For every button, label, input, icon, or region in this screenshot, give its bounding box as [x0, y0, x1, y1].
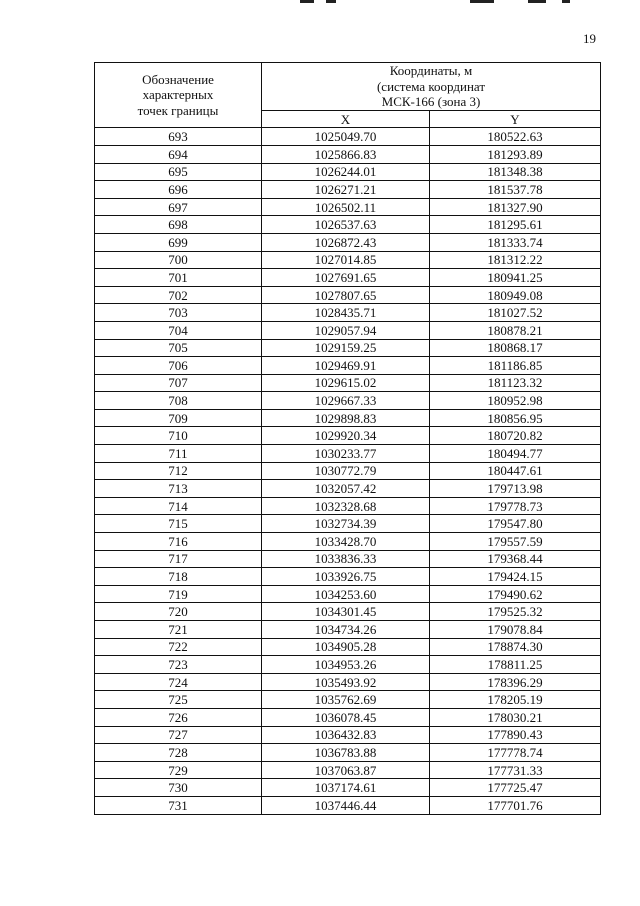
point-number-cell: 707 — [95, 374, 262, 392]
point-number-cell: 726 — [95, 708, 262, 726]
y-coordinate-cell: 181027.52 — [430, 304, 601, 322]
table-row — [95, 198, 601, 216]
x-coordinate-cell: 1036078.45 — [262, 708, 430, 726]
point-number-cell: 696 — [95, 181, 262, 199]
y-coordinate-cell: 181348.38 — [430, 163, 601, 181]
table-row — [95, 691, 601, 709]
y-column-header: Y — [430, 110, 601, 128]
y-coordinate-cell: 180494.77 — [430, 445, 601, 463]
y-coordinate-cell: 181312.22 — [430, 251, 601, 269]
x-coordinate-cell: 1029159.25 — [262, 339, 430, 357]
table-row — [95, 568, 601, 586]
y-coordinate-cell: 179424.15 — [430, 568, 601, 586]
x-coordinate-cell: 1033428.70 — [262, 533, 430, 551]
x-coordinate-cell: 1034953.26 — [262, 656, 430, 674]
point-number-cell: 716 — [95, 533, 262, 551]
y-coordinate-cell: 178874.30 — [430, 638, 601, 656]
table-row — [95, 550, 601, 568]
table-row — [95, 779, 601, 797]
table-row — [95, 181, 601, 199]
coordinates-table — [94, 62, 601, 815]
table-row — [95, 585, 601, 603]
coord-header-line: Координаты, м — [389, 63, 473, 78]
x-coordinate-cell: 1027014.85 — [262, 251, 430, 269]
coordinates-header — [262, 63, 601, 111]
table-row — [95, 638, 601, 656]
point-number-cell: 708 — [95, 392, 262, 410]
table-row — [95, 796, 601, 814]
point-number-cell: 714 — [95, 497, 262, 515]
y-coordinate-cell: 177725.47 — [430, 779, 601, 797]
x-coordinate-cell: 1026244.01 — [262, 163, 430, 181]
table-row — [95, 163, 601, 181]
y-coordinate-cell: 180952.98 — [430, 392, 601, 410]
table-row — [95, 462, 601, 480]
x-coordinate-cell: 1036432.83 — [262, 726, 430, 744]
point-number-cell: 725 — [95, 691, 262, 709]
table-row — [95, 761, 601, 779]
y-coordinate-cell: 181295.61 — [430, 216, 601, 234]
table-row — [95, 673, 601, 691]
table-row — [95, 374, 601, 392]
y-coordinate-cell: 181327.90 — [430, 198, 601, 216]
x-coordinate-cell: 1025049.70 — [262, 128, 430, 146]
table-row — [95, 145, 601, 163]
point-number-cell: 727 — [95, 726, 262, 744]
point-header-line: точек границы — [137, 102, 219, 118]
x-coordinate-cell: 1037174.61 — [262, 779, 430, 797]
y-coordinate-cell: 179078.84 — [430, 621, 601, 639]
table-row — [95, 656, 601, 674]
y-coordinate-cell: 180949.08 — [430, 286, 601, 304]
x-coordinate-cell: 1034301.45 — [262, 603, 430, 621]
x-coordinate-cell: 1027691.65 — [262, 269, 430, 287]
x-coordinate-cell: 1032734.39 — [262, 515, 430, 533]
x-coordinate-cell: 1036783.88 — [262, 744, 430, 762]
y-coordinate-cell: 180868.17 — [430, 339, 601, 357]
x-coordinate-cell: 1029898.83 — [262, 409, 430, 427]
x-coordinate-cell: 1029469.91 — [262, 357, 430, 375]
point-number-cell: 704 — [95, 321, 262, 339]
y-coordinate-cell: 178205.19 — [430, 691, 601, 709]
point-number-cell: 709 — [95, 409, 262, 427]
point-number-cell: 702 — [95, 286, 262, 304]
table-row — [95, 533, 601, 551]
x-coordinate-cell: 1034905.28 — [262, 638, 430, 656]
y-coordinate-cell: 180720.82 — [430, 427, 601, 445]
y-coordinate-cell: 179490.62 — [430, 585, 601, 603]
table-row — [95, 339, 601, 357]
x-column-header: X — [262, 110, 430, 128]
x-coordinate-cell: 1029667.33 — [262, 392, 430, 410]
point-number-cell: 721 — [95, 621, 262, 639]
y-coordinate-cell: 181186.85 — [430, 357, 601, 375]
x-coordinate-cell: 1034253.60 — [262, 585, 430, 603]
x-coordinate-cell: 1035762.69 — [262, 691, 430, 709]
y-coordinate-cell: 180878.21 — [430, 321, 601, 339]
table-row — [95, 497, 601, 515]
y-coordinate-cell: 181333.74 — [430, 233, 601, 251]
table-row — [95, 427, 601, 445]
point-number-cell: 713 — [95, 480, 262, 498]
table-row — [95, 286, 601, 304]
y-coordinate-cell: 179557.59 — [430, 533, 601, 551]
y-coordinate-cell: 181293.89 — [430, 145, 601, 163]
point-number-cell: 703 — [95, 304, 262, 322]
point-number-cell: 717 — [95, 550, 262, 568]
x-coordinate-cell: 1029920.34 — [262, 427, 430, 445]
point-number-cell: 699 — [95, 233, 262, 251]
x-coordinate-cell: 1035493.92 — [262, 673, 430, 691]
x-coordinate-cell: 1030233.77 — [262, 445, 430, 463]
x-coordinate-cell: 1027807.65 — [262, 286, 430, 304]
table-row — [95, 216, 601, 234]
table-row — [95, 515, 601, 533]
y-coordinate-cell: 179525.32 — [430, 603, 601, 621]
point-number-cell: 718 — [95, 568, 262, 586]
x-coordinate-cell: 1034734.26 — [262, 621, 430, 639]
y-coordinate-cell: 180447.61 — [430, 462, 601, 480]
x-coordinate-cell: 1026872.43 — [262, 233, 430, 251]
coord-header-line: (система координат — [376, 78, 486, 94]
y-coordinate-cell: 178811.25 — [430, 656, 601, 674]
y-coordinate-cell: 181537.78 — [430, 181, 601, 199]
y-coordinate-cell: 178396.29 — [430, 673, 601, 691]
y-coordinate-cell: 180856.95 — [430, 409, 601, 427]
y-coordinate-cell: 179368.44 — [430, 550, 601, 568]
x-coordinate-cell: 1037063.87 — [262, 761, 430, 779]
point-number-cell: 693 — [95, 128, 262, 146]
point-number-cell: 698 — [95, 216, 262, 234]
point-number-cell: 722 — [95, 638, 262, 656]
y-coordinate-cell: 181123.32 — [430, 374, 601, 392]
point-number-cell: 706 — [95, 357, 262, 375]
table-row — [95, 409, 601, 427]
table-row — [95, 708, 601, 726]
table-row — [95, 321, 601, 339]
point-number-cell: 700 — [95, 251, 262, 269]
point-number-cell: 723 — [95, 656, 262, 674]
point-number-cell: 694 — [95, 145, 262, 163]
point-number-cell: 730 — [95, 779, 262, 797]
point-number-cell: 711 — [95, 445, 262, 463]
x-coordinate-cell: 1026502.11 — [262, 198, 430, 216]
table-row — [95, 128, 601, 146]
y-coordinate-cell: 177701.76 — [430, 796, 601, 814]
table-row — [95, 480, 601, 498]
x-coordinate-cell: 1026271.21 — [262, 181, 430, 199]
table-row — [95, 304, 601, 322]
point-header-line: характерных — [142, 87, 214, 103]
point-number-cell: 695 — [95, 163, 262, 181]
point-number-cell: 701 — [95, 269, 262, 287]
table-row — [95, 357, 601, 375]
point-number-cell: 719 — [95, 585, 262, 603]
y-coordinate-cell: 180522.63 — [430, 128, 601, 146]
y-coordinate-cell: 177778.74 — [430, 744, 601, 762]
table-row — [95, 269, 601, 287]
x-coordinate-cell: 1028435.71 — [262, 304, 430, 322]
x-coordinate-cell: 1029057.94 — [262, 321, 430, 339]
point-number-cell: 724 — [95, 673, 262, 691]
x-coordinate-cell: 1025866.83 — [262, 145, 430, 163]
point-number-cell: 731 — [95, 796, 262, 814]
point-number-cell: 728 — [95, 744, 262, 762]
page-number: 19 — [583, 31, 596, 46]
point-number-cell: 715 — [95, 515, 262, 533]
table-row — [95, 233, 601, 251]
x-coordinate-cell: 1029615.02 — [262, 374, 430, 392]
point-designation-header — [95, 63, 262, 128]
x-coordinate-cell: 1026537.63 — [262, 216, 430, 234]
table-row — [95, 445, 601, 463]
table-row — [95, 603, 601, 621]
coord-header-line: МСК-166 (зона 3) — [381, 94, 481, 110]
x-coordinate-cell: 1033926.75 — [262, 568, 430, 586]
scan-artifact-marks — [300, 0, 620, 4]
x-coordinate-cell: 1032328.68 — [262, 497, 430, 515]
point-number-cell: 705 — [95, 339, 262, 357]
point-number-cell: 697 — [95, 198, 262, 216]
y-coordinate-cell: 179778.73 — [430, 497, 601, 515]
table-row — [95, 726, 601, 744]
table-row — [95, 744, 601, 762]
x-coordinate-cell: 1037446.44 — [262, 796, 430, 814]
point-number-cell: 712 — [95, 462, 262, 480]
y-coordinate-cell: 179547.80 — [430, 515, 601, 533]
x-coordinate-cell: 1030772.79 — [262, 462, 430, 480]
point-number-cell: 710 — [95, 427, 262, 445]
y-coordinate-cell: 180941.25 — [430, 269, 601, 287]
table-row — [95, 251, 601, 269]
table-row — [95, 392, 601, 410]
x-coordinate-cell: 1033836.33 — [262, 550, 430, 568]
point-header-line: Обозначение — [142, 71, 214, 87]
point-number-cell: 720 — [95, 603, 262, 621]
table-body — [95, 128, 601, 814]
y-coordinate-cell: 177731.33 — [430, 761, 601, 779]
point-number-cell: 729 — [95, 761, 262, 779]
table-row — [95, 621, 601, 639]
y-coordinate-cell: 177890.43 — [430, 726, 601, 744]
y-coordinate-cell: 179713.98 — [430, 480, 601, 498]
y-coordinate-cell: 178030.21 — [430, 708, 601, 726]
x-coordinate-cell: 1032057.42 — [262, 480, 430, 498]
